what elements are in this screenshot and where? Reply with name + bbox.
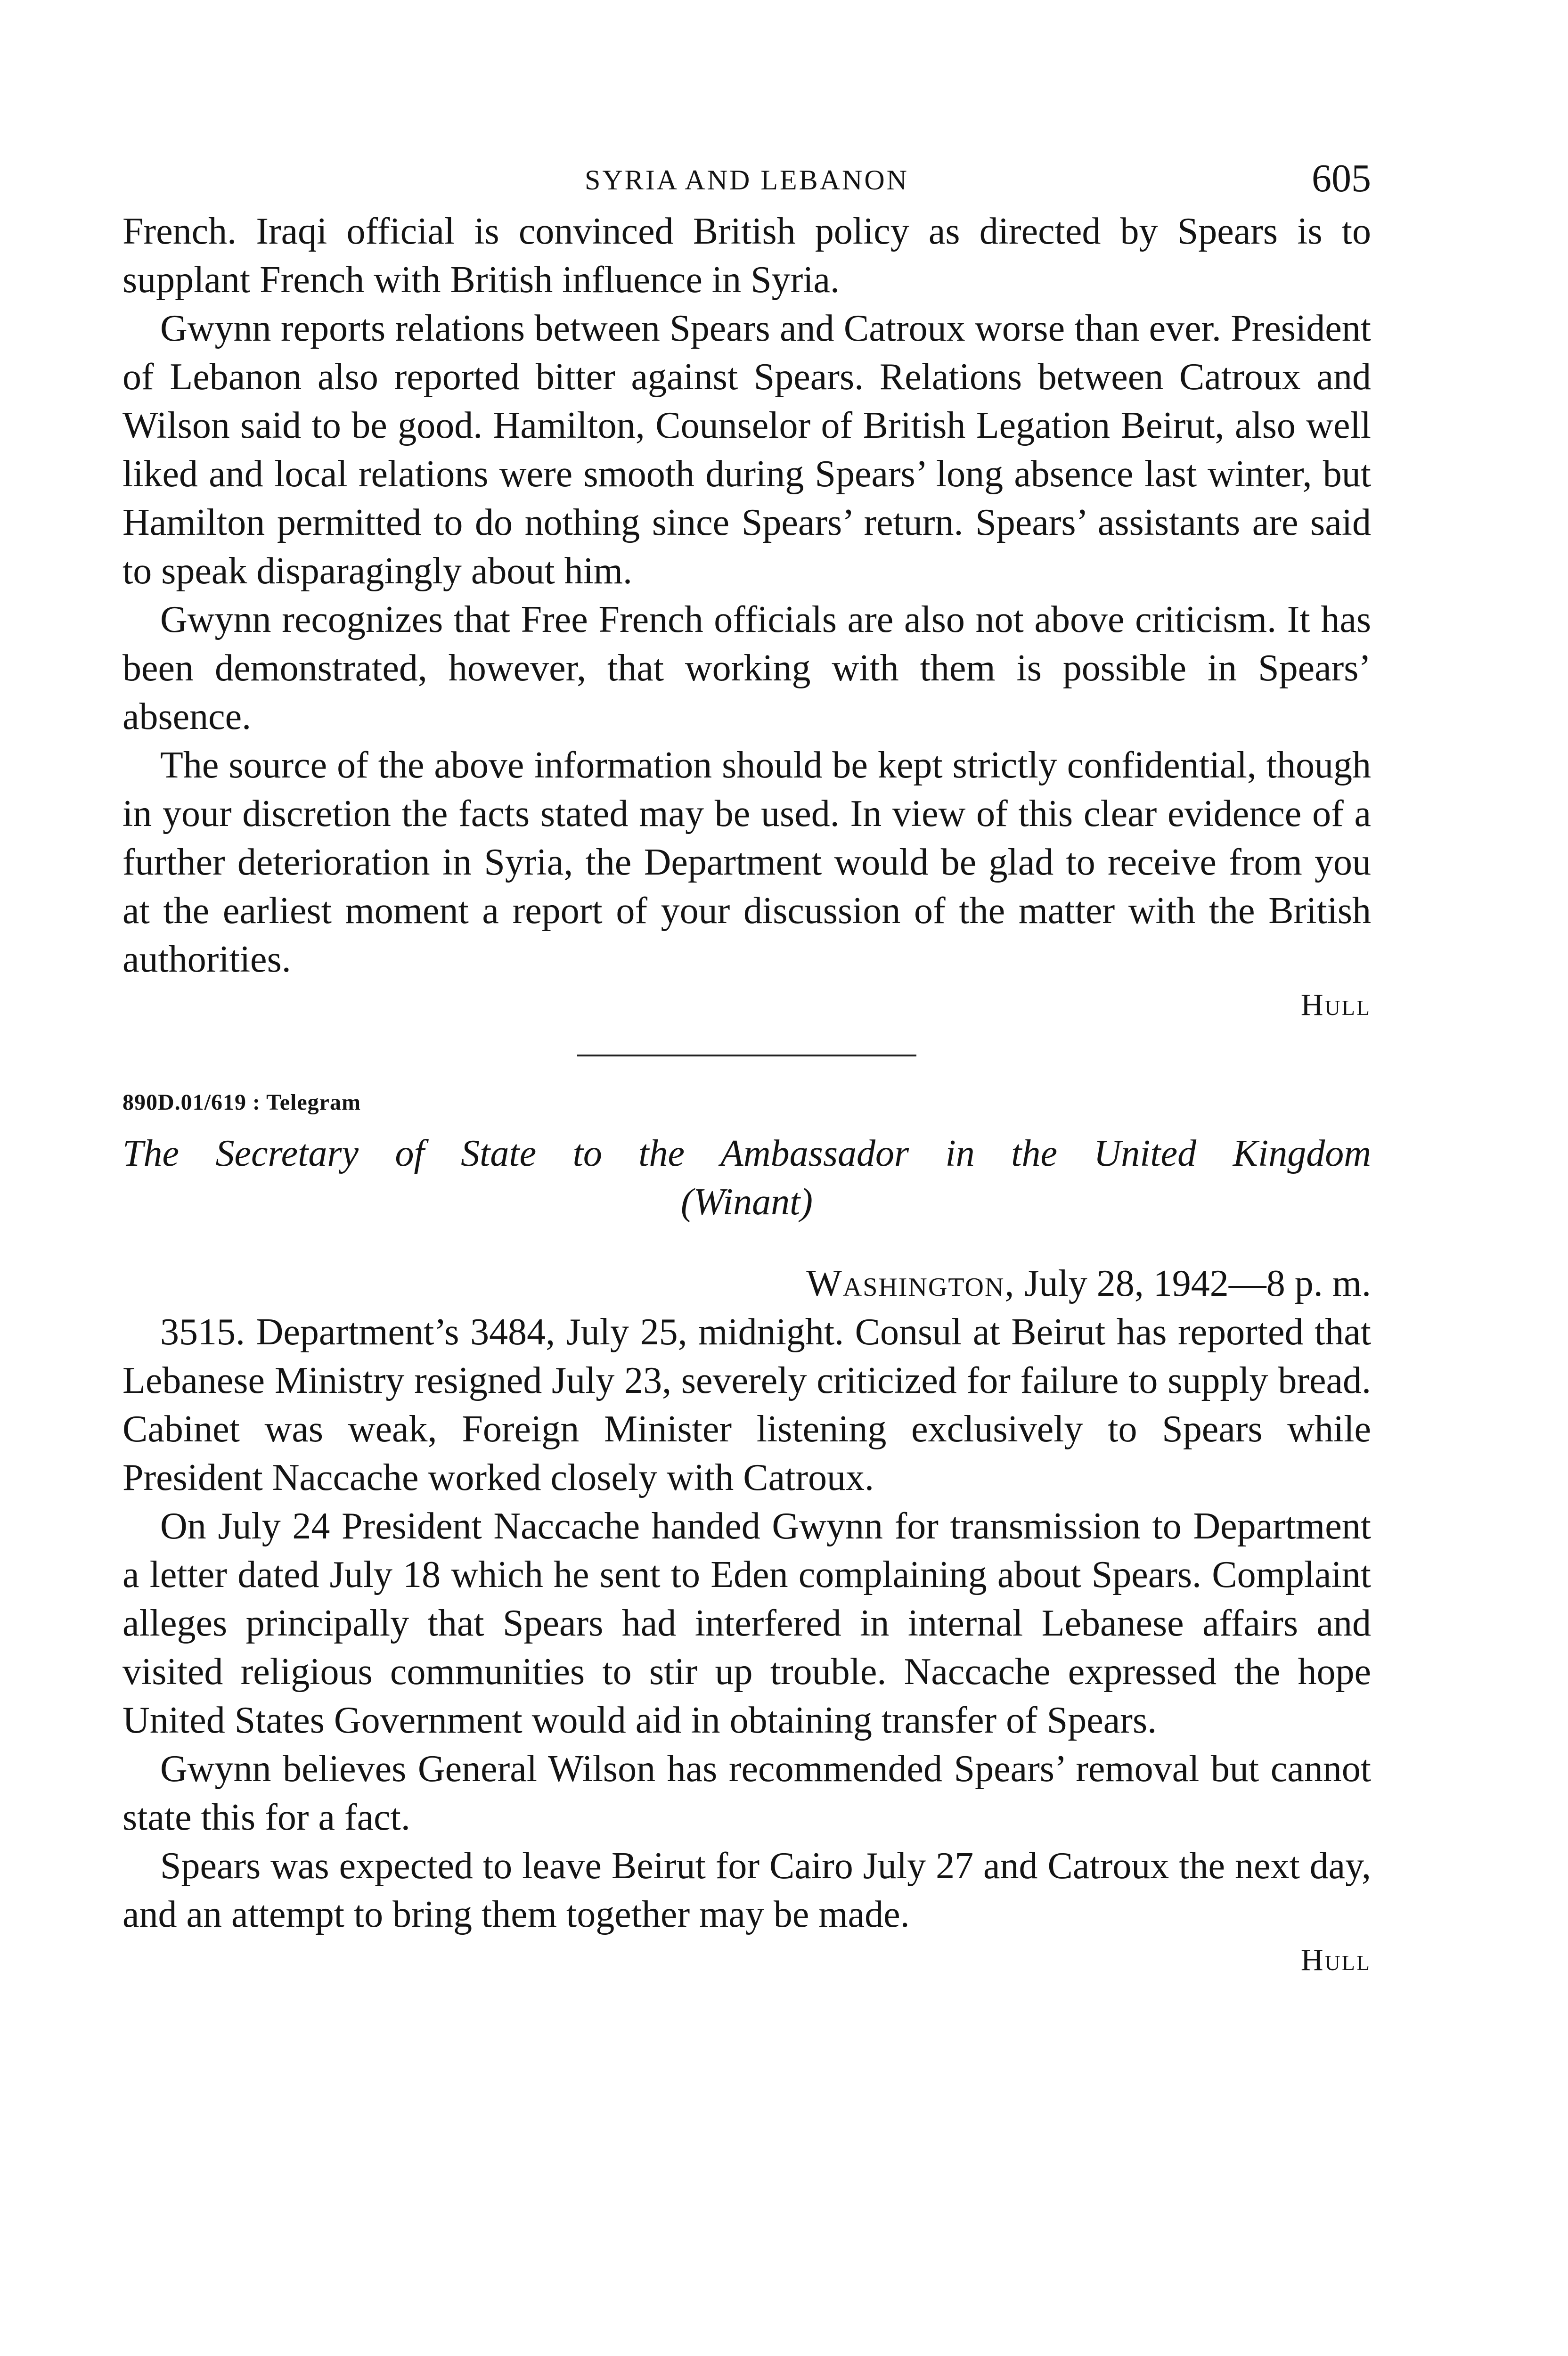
paragraph: On July 24 President Naccache handed Gwynn for transmission to Department a letter dated July 18 which he sent to Eden complaining about Spears. Complaint alleges principally that Spears had interfered in internal Lebanese affairs and visited religious communities to stir up trouble. Naccache expressed the hope United States Government would aid in obtaining transfer of Spears.	[122, 1505, 1371, 1741]
section-divider	[577, 1055, 916, 1056]
running-title: SYRIA AND LEBANON	[584, 164, 909, 196]
dateline	[122, 1260, 1371, 1308]
paragraph: The source of the above information should be kept strictly confidential, though in your discretion the facts stated may be used. In view of this clear evidence of a further deterioration in Syria, the Department would be glad to receive from you at the earliest moment a report of your discussion of the matter with the British authorities.	[122, 744, 1371, 980]
document-title: The Secretary of State to the Ambassador in the United Kingdom	[122, 1133, 1371, 1174]
paragraph: Gwynn recognizes that Free French officials are also not above criticism. It has been demonstrated, however, that working with them is possible in Spears’ absence.	[122, 599, 1371, 737]
dateline-place: Washington,	[806, 1263, 1015, 1304]
paragraph: Spears was expected to leave Beirut for Cairo July 27 and Catroux the next day, and an attempt to bring them together may be made.	[122, 1845, 1371, 1935]
telegram-continuation	[122, 207, 1371, 1026]
signature: Hull	[1300, 988, 1371, 1022]
paragraph: Gwynn believes General Wilson has recommended Spears’ removal but cannot state this for a fact.	[122, 1748, 1371, 1838]
running-head	[122, 155, 1371, 207]
paragraph: 3515. Department’s 3484, July 25, midnight. Consul at Beirut has reported that Lebanese Ministry resigned July 23, severely criticized for failure to supply bread. Cabinet was weak, Foreign Minister listening exclusively to Spears while President Naccache worked closely with Catroux.	[122, 1311, 1371, 1498]
dateline-date: July 28, 1942—8 p. m.	[1024, 1263, 1371, 1304]
signature: Hull	[1300, 1943, 1371, 1977]
telegram-document	[122, 1089, 1371, 1981]
file-reference: 890D.01/619 : Telegram	[122, 1090, 361, 1115]
document-subtitle: (Winant)	[681, 1181, 813, 1223]
paragraph: Gwynn reports relations between Spears and Catroux worse than ever. President of Lebanon also reported bitter against Spears. Relations between Catroux and Wilson said to be good. Hamilton, Counselor of British Legation Beirut, also well liked and local relations were smooth during Spears’ long absence last winter, but Hamilton permitted to do nothing since Spears’ return. Spears’ assistants are said to speak disparagingly about him.	[122, 308, 1371, 592]
paragraph: French. Iraqi official is convinced British policy as directed by Spears is to supplant French with British influence in Syria.	[122, 211, 1371, 301]
page-number: 605	[1312, 156, 1371, 200]
document-page	[122, 155, 1371, 1981]
